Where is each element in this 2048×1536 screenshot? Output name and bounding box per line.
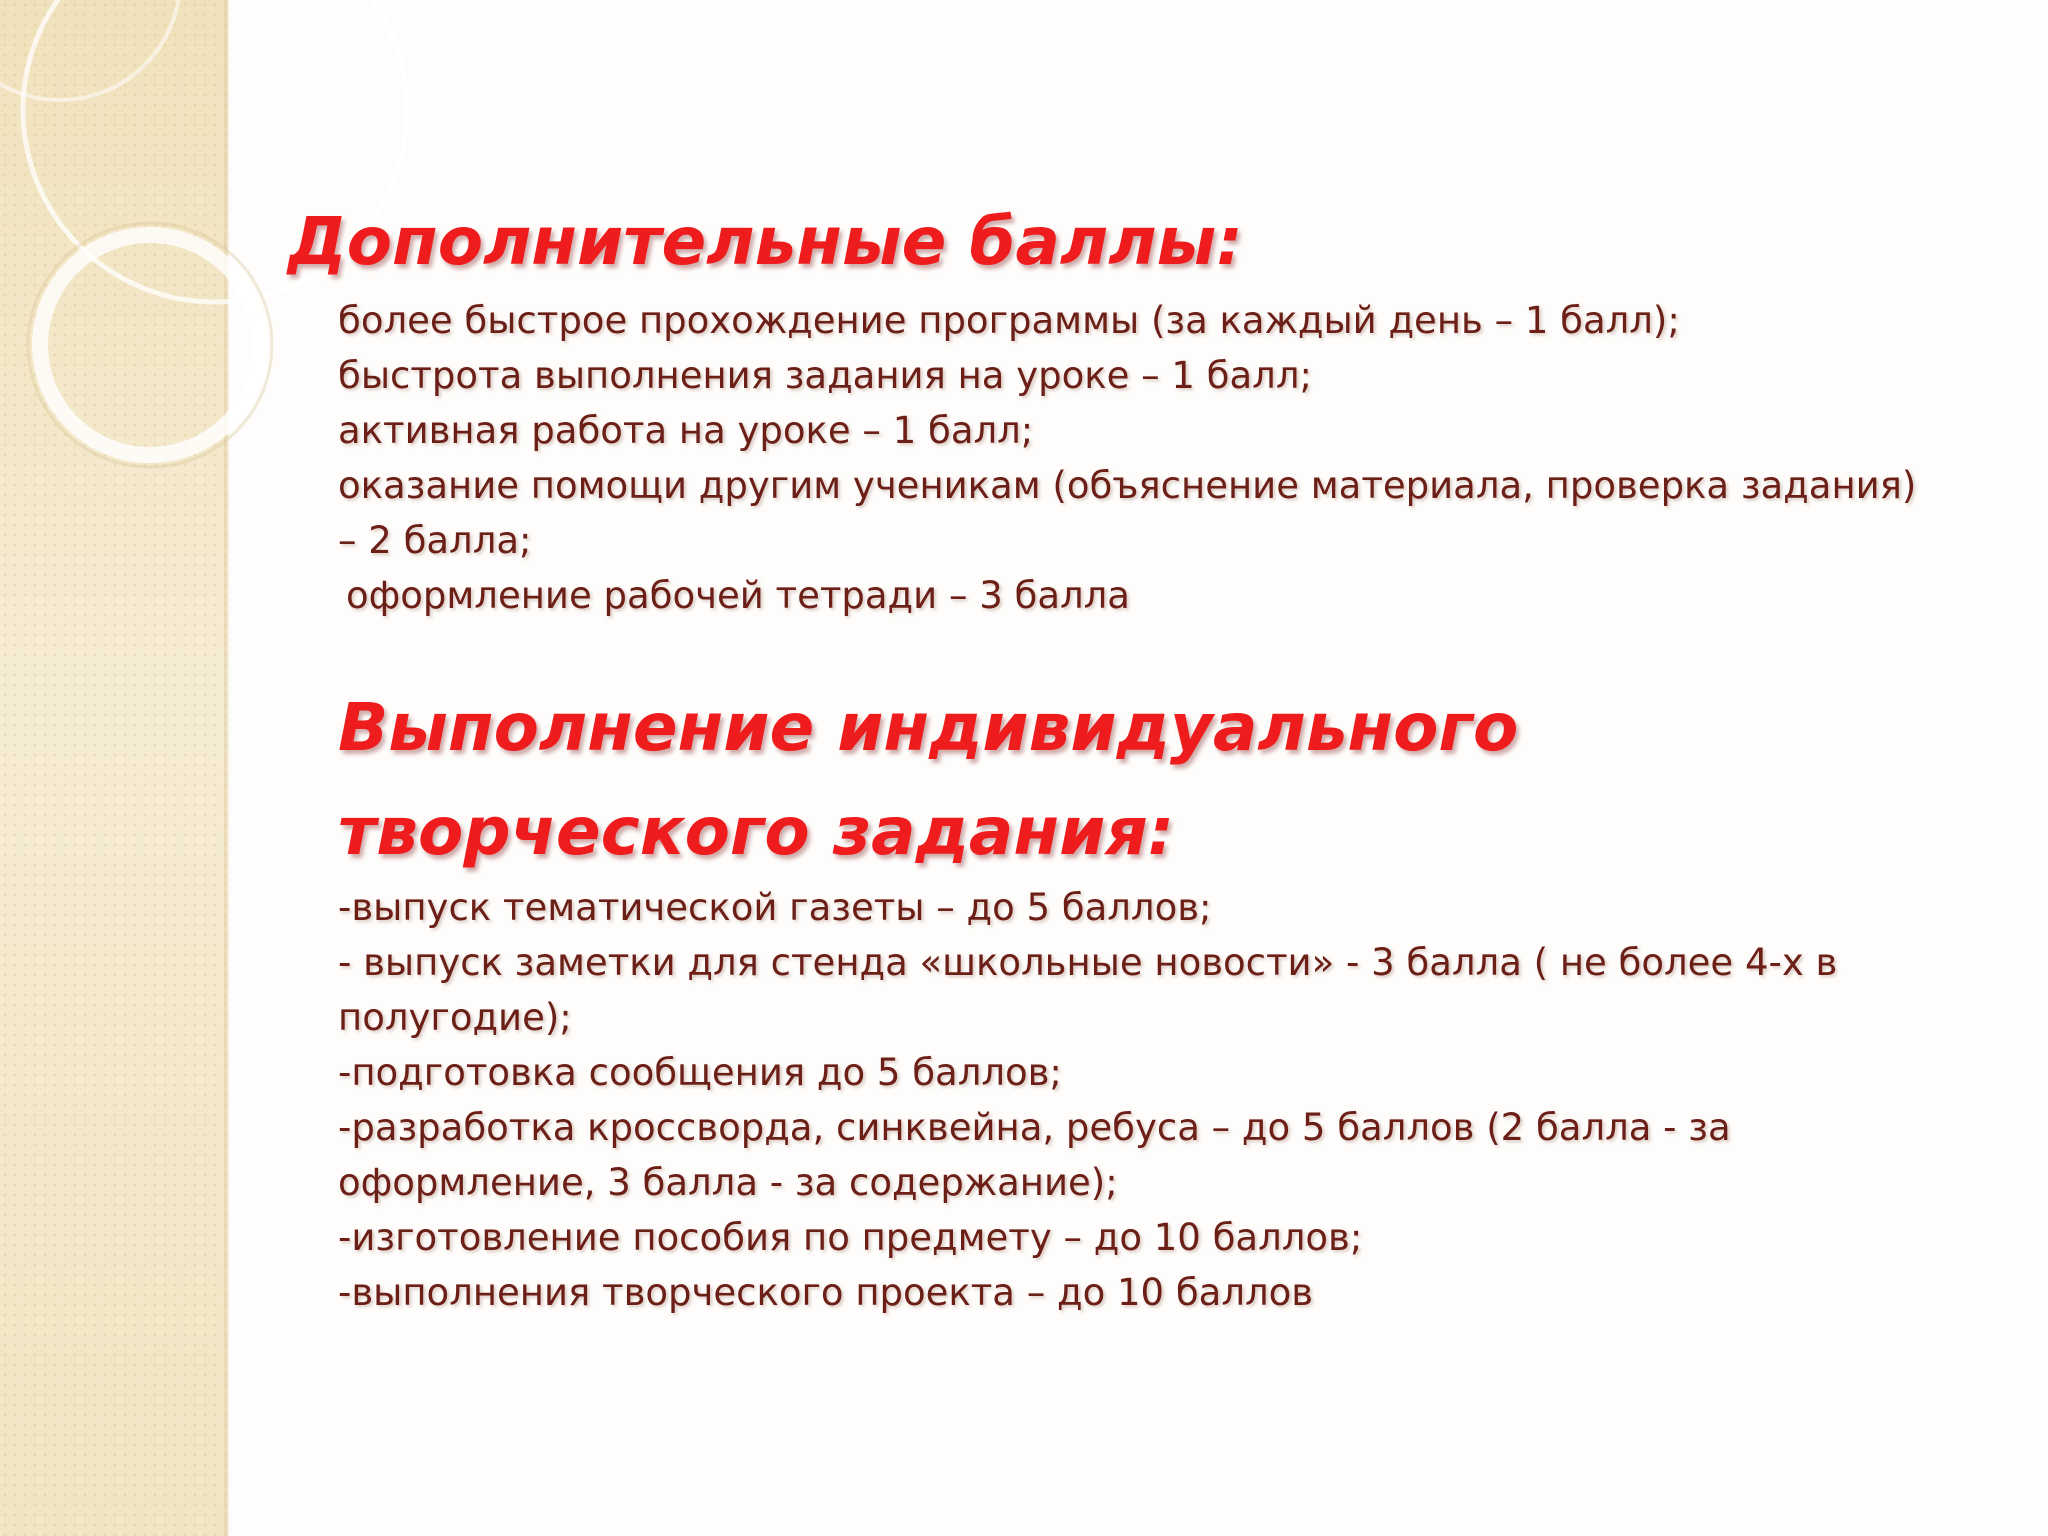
list-item: -выполнения творческого проекта – до 10 баллов	[338, 1271, 1314, 1314]
list-item: оформление рабочей тетради – 3 балла	[346, 574, 1130, 617]
list-item: активная работа на уроке – 1 балл;	[338, 409, 1034, 452]
list-item: -разработка кроссворда, синквейна, ребуса – до 5 баллов (2 балла - за	[338, 1106, 1731, 1149]
heading-creative-task-line1: Выполнение индивидуального	[338, 689, 1519, 766]
heading-extra-points: Дополнительные баллы:	[288, 203, 1243, 280]
list-item: полугодие);	[338, 996, 572, 1039]
list-item: оказание помощи другим ученикам (объяснение материала, проверка задания)	[338, 464, 1917, 507]
list-item: более быстрое прохождение программы (за каждый день – 1 балл);	[338, 299, 1680, 342]
list-item: -подготовка сообщения до 5 баллов;	[338, 1051, 1062, 1094]
list-item: - выпуск заметки для стенда «школьные новости» - 3 балла ( не более 4-х в	[338, 941, 1838, 984]
list-item: оформление, 3 балла - за содержание);	[338, 1161, 1118, 1204]
list-item: -выпуск тематической газеты – до 5 баллов;	[338, 886, 1212, 929]
creative-task-list	[338, 880, 1837, 1320]
list-item: быстрота выполнения задания на уроке – 1 балл;	[338, 354, 1312, 397]
heading-creative-task-line2: творческого задания:	[338, 793, 1175, 870]
list-item: – 2 балла;	[338, 519, 532, 562]
extra-points-list	[338, 293, 1916, 623]
list-item: -изготовление пособия по предмету – до 10 баллов;	[338, 1216, 1363, 1259]
